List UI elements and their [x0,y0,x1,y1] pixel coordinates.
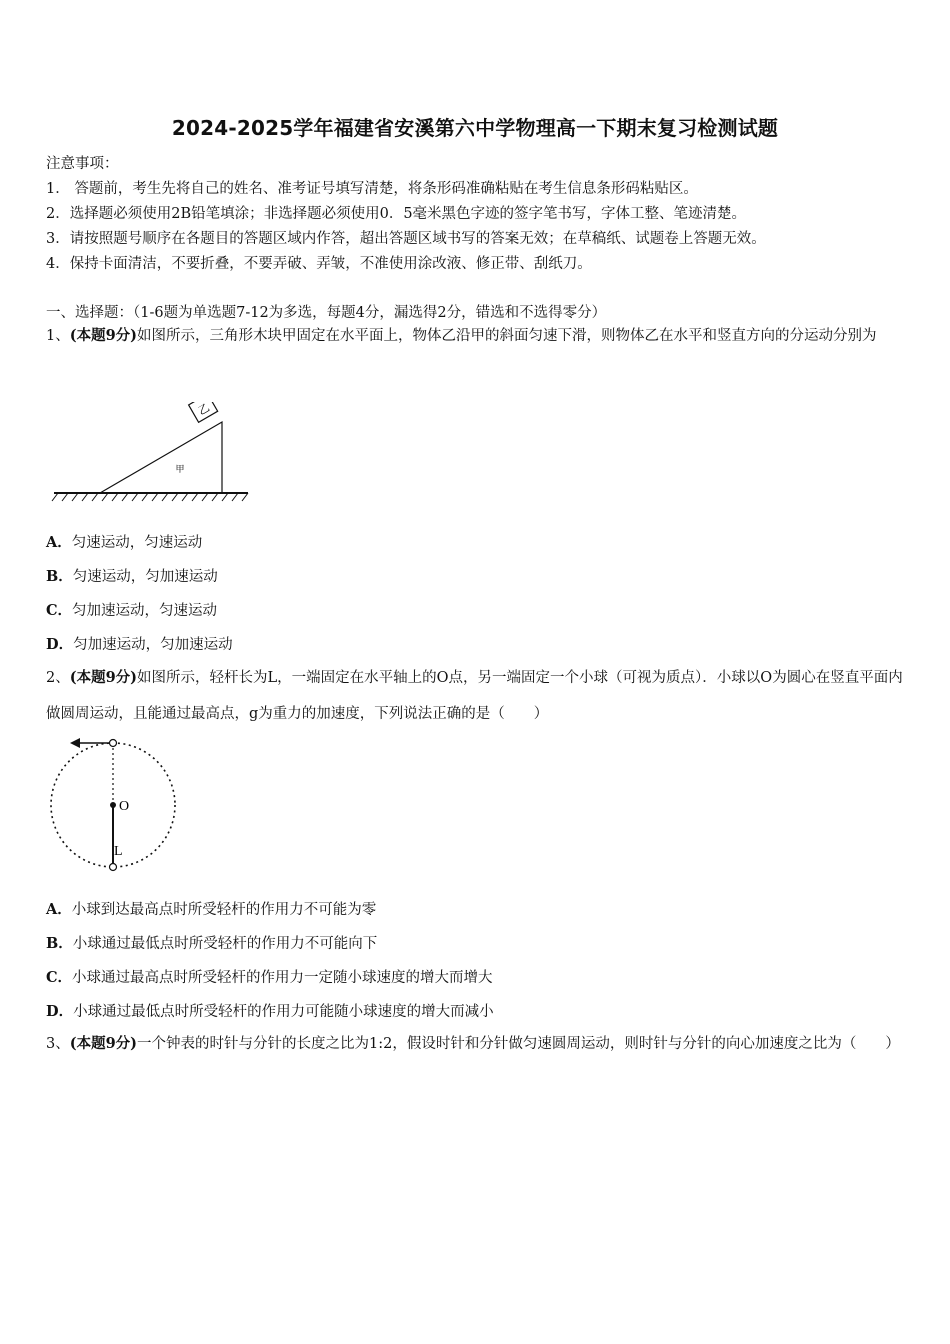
block-yi-label: 乙 [196,402,212,418]
notice-item-4: 4．保持卡面清洁，不要折叠，不要弄破、弄皱，不准使用涂改液、修正带、刮纸刀。 [46,256,592,272]
question-1-num: 1、 [46,328,70,344]
notice-item-1: 1． 答题前，考生先将自己的姓名、准考证号填写清楚，将条形码准确粘贴在考生信息条形码粘贴区。 [46,181,698,197]
wedge-jia [100,422,222,493]
q1-option-d: D．匀加速运动，匀加速运动 [46,636,233,653]
section-heading: 一、选择题：（1-6题为单选题7-12为多选，每题4分，漏选得2分，错选和不选得零分） [46,305,607,321]
question-3 [46,1026,908,1062]
question-2-text: 如图所示，轻杆长为L，一端固定在水平轴上的O点，另一端固定一个小球（可视为质点）．小球以O为圆心在竖直平面内做圆周运动，且能通过最高点，g为重力的加速度，下列说法正确的是（ ） [46,670,903,722]
q2-option-b: B．小球通过最低点时所受轻杆的作用力不可能向下 [46,935,378,952]
question-1-text: 如图所示，三角形木块甲固定在水平面上，物体乙沿甲的斜面匀速下滑，则物体乙在水平和竖直方向的分运动分别为 [137,328,877,344]
q1-option-a: A．匀速运动，匀速运动 [46,534,203,551]
question-1 [46,318,908,354]
q2-option-c: C．小球通过最高点时所受轻杆的作用力一定随小球速度的增大而增大 [46,969,493,986]
q2-option-a: A．小球到达最高点时所受轻杆的作用力不可能为零 [46,901,377,918]
question-1-score: (本题9分) [69,327,138,344]
question-2 [46,660,908,732]
q1-option-b: B．匀速运动，匀加速运动 [46,568,218,585]
ball-top [110,740,117,747]
block-yi [189,402,218,422]
velocity-arrowhead [70,738,80,748]
pivot-o [110,802,116,808]
question-2-num: 2、 [46,670,70,686]
question-3-score: (本题9分) [69,1035,138,1052]
wedge-jia-label: 甲 [175,464,185,474]
page-title: 2024-2025学年福建省安溪第六中学物理高一下期末复习检测试题 [171,116,779,140]
ground-hatching [52,493,248,501]
ball-bottom [110,864,117,871]
notice-heading: 注意事项： [46,156,119,172]
q1-option-c: C．匀加速运动，匀速运动 [46,602,218,619]
notice-item-3: 3．请按照题号顺序在各题目的答题区域内作答，超出答题区域书写的答案无效；在草稿纸、试题卷上答题无效。 [46,231,766,247]
incline-figure [50,402,255,507]
notice-item-2: 2．选择题必须使用2B铅笔填涂；非选择题必须使用0．5毫米黑色字迹的签字笔书写，字体工整、笔迹清楚。 [46,206,747,222]
question-2-score: (本题9分) [69,669,138,686]
circle-figure [40,733,190,881]
rod-l-label: L [114,844,123,859]
question-3-text: 一个钟表的时针与分针的长度之比为1:2，假设时针和分针做匀速圆周运动，则时针与分针的向心加速度之比为（ ） [137,1036,900,1052]
q2-option-d: D．小球通过最低点时所受轻杆的作用力可能随小球速度的增大而减小 [46,1003,494,1020]
question-3-num: 3、 [46,1036,70,1052]
pivot-o-label: O [119,799,130,814]
